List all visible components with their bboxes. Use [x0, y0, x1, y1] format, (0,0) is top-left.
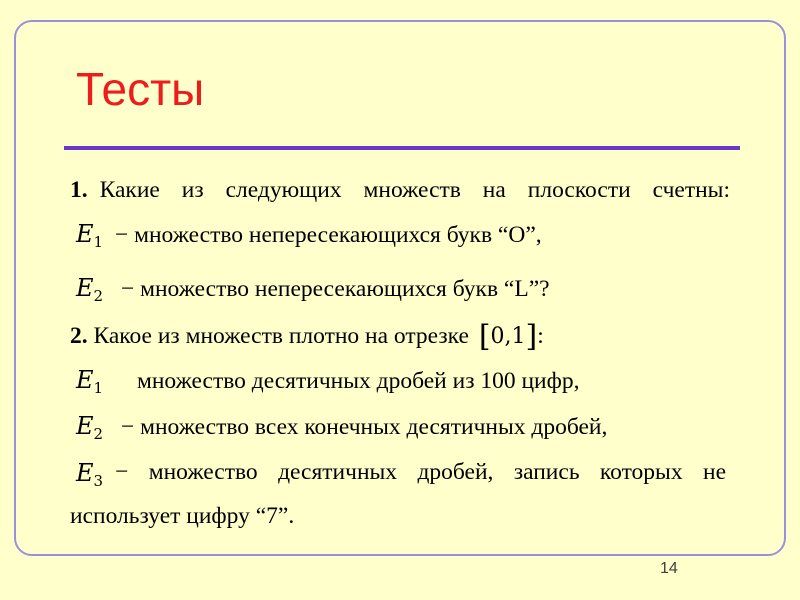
question-2-number: 2.: [70, 323, 88, 349]
set-symbol: $E_1$: [76, 220, 104, 251]
q2-item-1: [76, 368, 579, 396]
q1-item-1: [76, 222, 542, 250]
q2-item-1-text: множество десятичных дробей из 100 цифр,: [136, 368, 580, 394]
q2-item-3: [76, 461, 726, 489]
set-symbol: $E_2$: [76, 412, 104, 443]
q1-item-2: [76, 276, 550, 304]
q2-item-3-continuation: использует цифру “7”.: [70, 503, 295, 529]
set-symbol: $E_3$: [76, 459, 104, 490]
question-2: [70, 319, 544, 354]
slide-title: Тесты: [76, 63, 205, 115]
title-divider: [64, 146, 740, 150]
set-symbol: $E_2$: [76, 274, 104, 305]
page-number: 14: [660, 560, 678, 577]
q1-item-2-text: − множество непересекающихся букв “L”?: [120, 276, 550, 302]
set-symbol: $E_1$: [76, 366, 104, 397]
question-2-text: Какое из множеств плотно на отрезке: [93, 323, 469, 349]
q2-item-3-text: − множество десятичных дробей, запись которых не: [115, 459, 726, 485]
q1-item-1-text: − множество непересекающихся букв “O”,: [114, 222, 542, 248]
interval: [0,1]:: [478, 319, 544, 354]
q2-item-2-text: − множество всех конечных десятичных дробей,: [120, 414, 608, 440]
q2-item-2: [76, 414, 607, 442]
question-1-number: 1.: [70, 177, 88, 203]
question-1-text: Какие из следующих множеств на плоскости счетны:: [99, 177, 730, 203]
question-1: [70, 179, 730, 203]
